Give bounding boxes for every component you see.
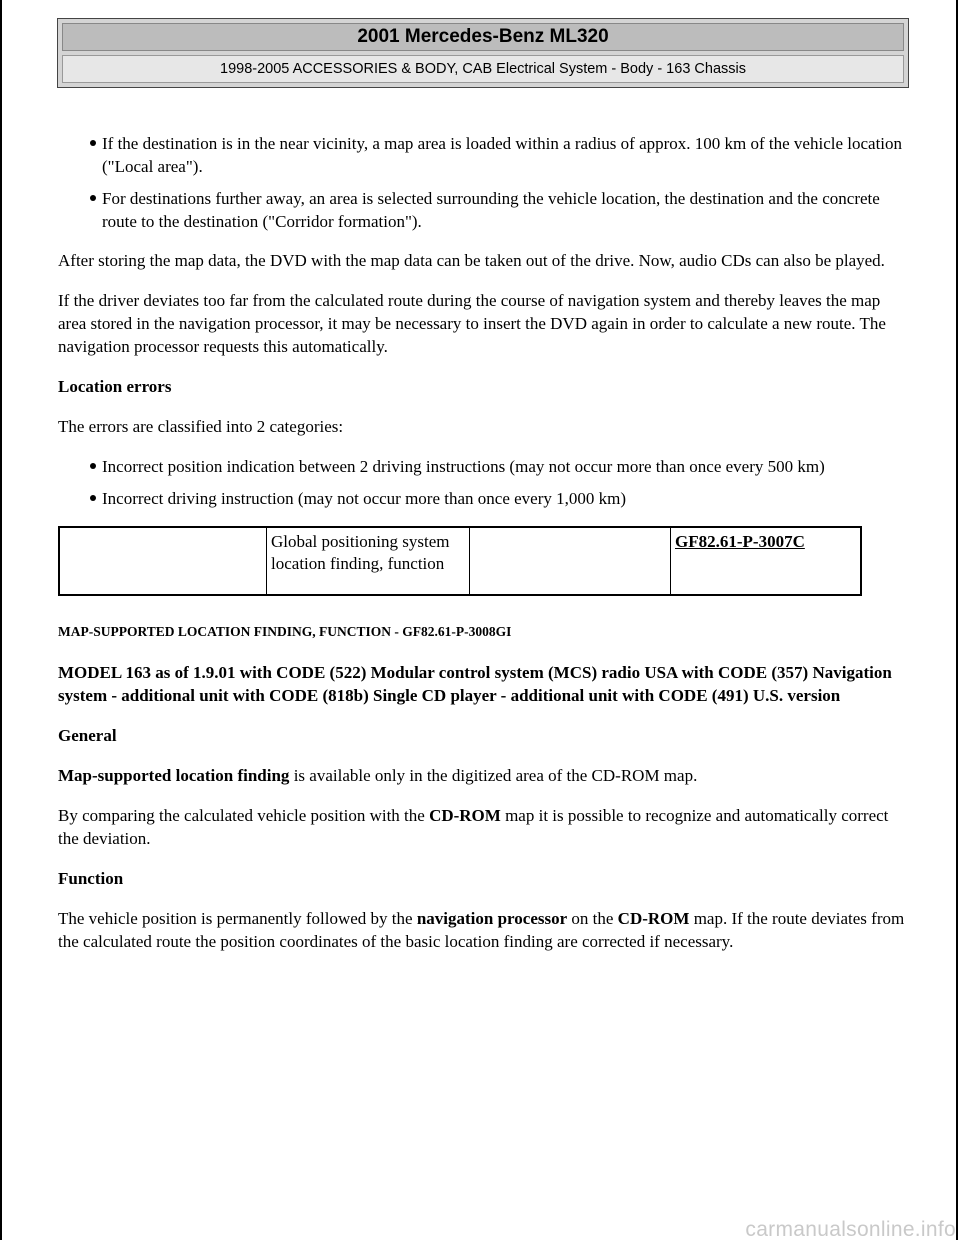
table-cell-empty	[470, 527, 671, 595]
paragraph-storing: After storing the map data, the DVD with the map data can be taken out of the drive. Now, audio CDs can also be played.	[58, 251, 885, 270]
table-cell-empty	[59, 527, 267, 595]
text-run: map it is possible to recognize and automatically correct the deviation.	[58, 806, 889, 848]
document-body	[58, 132, 908, 970]
text-run: The vehicle position is permanently followed by the	[58, 909, 417, 928]
bold-term: Map-supported location finding	[58, 766, 290, 785]
list-item: Incorrect position indication between 2 driving instructions (may not occur more than once every 500 km)	[102, 455, 908, 478]
heading-general: General	[58, 726, 117, 745]
list-item: Incorrect driving instruction (may not occur more than once every 1,000 km)	[102, 487, 908, 510]
paragraph-function	[58, 907, 908, 953]
paragraph-deviates: If the driver deviates too far from the calculated route during the course of navigation system and thereby leaves the map area stored in the navigation processor, it may be necessary to insert the DVD again in order to calculate a new route. The navigation processor requests this automatically.	[58, 291, 886, 356]
paragraph-general-2	[58, 804, 908, 850]
bold-term: CD-ROM	[617, 909, 690, 928]
document-header	[57, 18, 909, 88]
section-title: MAP-SUPPORTED LOCATION FINDING, FUNCTION - GF82.61-P-3008GI	[58, 624, 512, 639]
model-heading: MODEL 163 as of 1.9.01 with CODE (522) Modular control system (MCS) radio USA with CODE (357) Navigation system - additional unit with CODE (818b) Single CD player - additional unit with CODE (491) U.S. version	[58, 663, 892, 705]
paragraph-general-1	[58, 764, 908, 787]
paragraph-errors: The errors are classified into 2 categories:	[58, 417, 344, 436]
document-subtitle: 1998-2005 ACCESSORIES & BODY, CAB Electrical System - Body - 163 Chassis	[62, 55, 904, 83]
reference-link[interactable]: GF82.61-P-3007C	[675, 532, 805, 551]
heading-location-errors: Location errors	[58, 377, 172, 396]
bold-term: navigation processor	[416, 909, 568, 928]
table-cell-reference	[671, 527, 862, 595]
text-run: By comparing the calculated vehicle position with the	[58, 806, 430, 825]
text-run: is available only in the digitized area of the CD-ROM map.	[289, 766, 698, 785]
text-run: on the	[567, 909, 618, 928]
list-item: For destinations further away, an area is selected surrounding the vehicle location, the destination and the concrete route to the destination ("Corridor formation").	[102, 187, 908, 233]
document-title: 2001 Mercedes-Benz ML320	[62, 23, 904, 51]
table-cell-description: Global positioning system location finding, function	[267, 527, 470, 595]
destination-bullet-list	[58, 132, 908, 233]
text-run: map. If the route deviates from the calculated route the position coordinates of the basic location finding are corrected if necessary.	[58, 909, 905, 951]
site-watermark: carmanualsonline.info	[745, 1218, 956, 1241]
heading-function: Function	[58, 869, 124, 888]
reference-table	[58, 526, 862, 596]
bold-term: CD-ROM	[429, 806, 501, 825]
errors-bullet-list	[58, 455, 908, 510]
table-row	[59, 527, 861, 595]
list-item: If the destination is in the near vicinity, a map area is loaded within a radius of approx. 100 km of the vehicle location ("Local area").	[102, 132, 908, 178]
